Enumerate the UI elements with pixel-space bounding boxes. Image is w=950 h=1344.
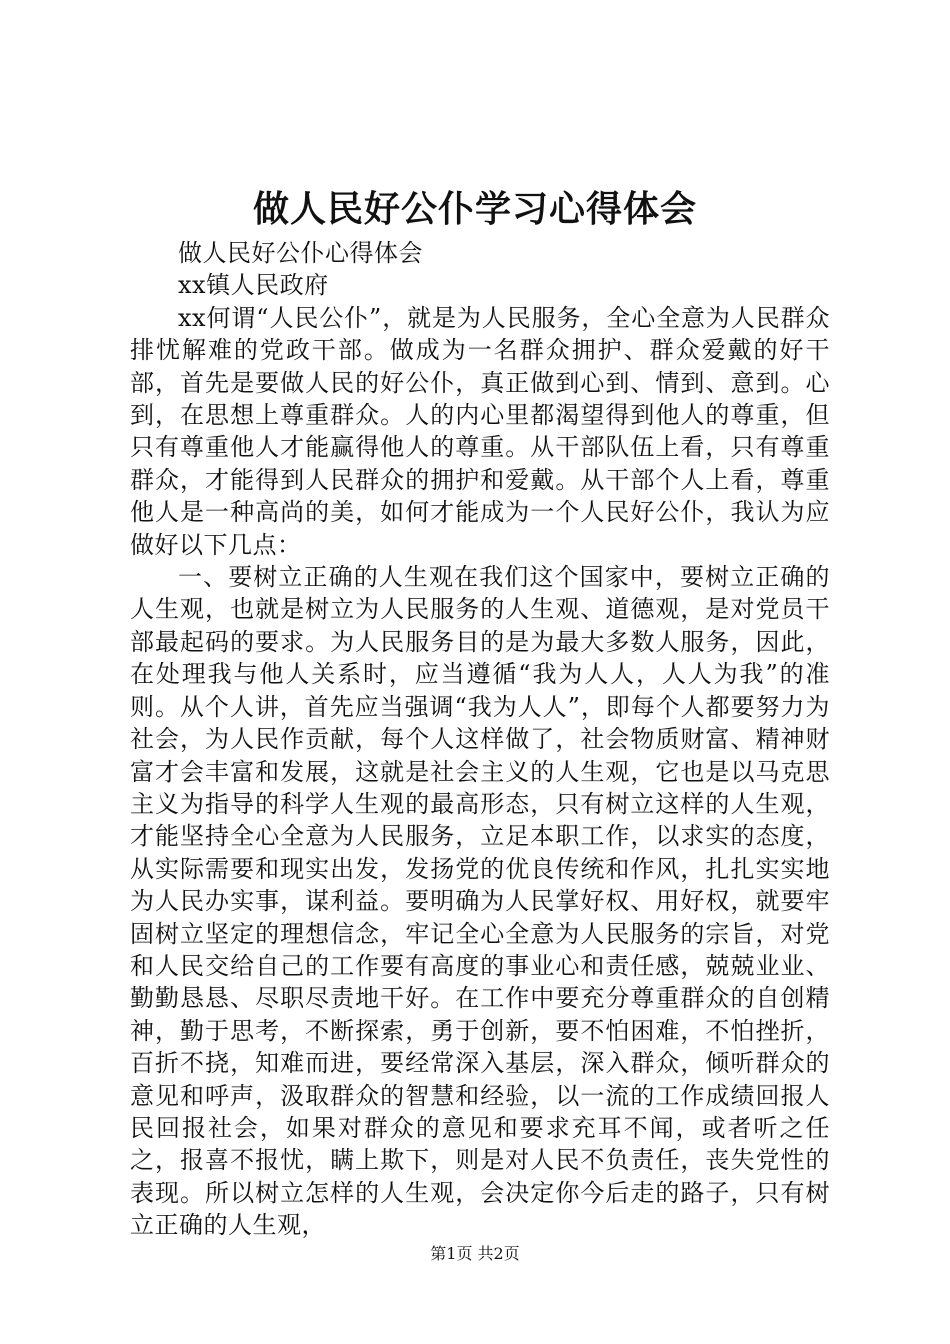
document-body — [130, 237, 830, 1242]
organization-line: xx镇人民政府 — [178, 271, 329, 300]
paragraph-section-one: 一、要树立正确的人生观在我们这个国家中，要树立正确的人生观，也就是树立为人民服务的人生观、道德观，是对党员干部最起码的要求。为人民服务目的是为最大多数人服务，因此，在处理我与他人关系时，应当遵循“我为人人，人人为我”的准则。从个人讲，首先应当强调“我为人人”，即每个人都要努力为社会，为人民作贡献，每个人这样做了，社会物质财富、精神财富才会丰富和发展，这就是社会主义的人生观，它也是以马克思主义为指导的科学人生观的最高形态，只有树立这样的人生观，才能坚持全心全意为人民服务，立足本职工作，以求实的态度，从实际需要和现实出发，发扬党的优良传统和作风，扎扎实实地为人民办实事，谋利益。要明确为人民掌好权、用好权，就要牢固树立坚定的理想信念，牢记全心全意为人民服务的宗旨，对党和人民交给自己的工作要有高度的事业心和责任感，兢兢业业、勤勤恳恳、尽职尽责地干好。在工作中要充分尊重群众的自创精神，勤于思考，不断探索，勇于创新，要不怕困难，不怕挫折，百折不挠，知难而进，要经常深入基层，深入群众，倾听群众的意见和呼声，汲取群众的智慧和经验，以一流的工作成绩回报人民回报社会，如果对群众的意见和要求充耳不闻，或者听之任之，报喜不报忧，瞒上欺下，则是对人民不负责任，丧失党性的表现。所以树立怎样的人生观，会决定你今后走的路子，只有树立正确的人生观， — [130, 563, 830, 1240]
page-footer: 第1页 共2页 — [430, 1244, 520, 1263]
document-title: 做人民好公仆学习心得体会 — [252, 188, 697, 230]
document-subtitle: 做人民好公仆心得体会 — [178, 239, 423, 267]
paragraph-intro: xx何谓“人民公仆”，就是为人民服务，全心全意为人民群众排忧解难的党政干部。做成为一名群众拥护、群众爱戴的好干部，首先是要做人民的好公仆，真正做到心到、情到、意到。心到，在思想上尊重群众。人的内心里都渴望得到他人的尊重，但只有尊重他人才能赢得他人的尊重。从干部队伍上看，只有尊重群众，才能得到人民群众的拥护和爱戴。从干部个人上看，尊重他人是一种高尚的美，如何才能成为一个人民好公仆，我认为应做好以下几点： — [130, 303, 830, 559]
